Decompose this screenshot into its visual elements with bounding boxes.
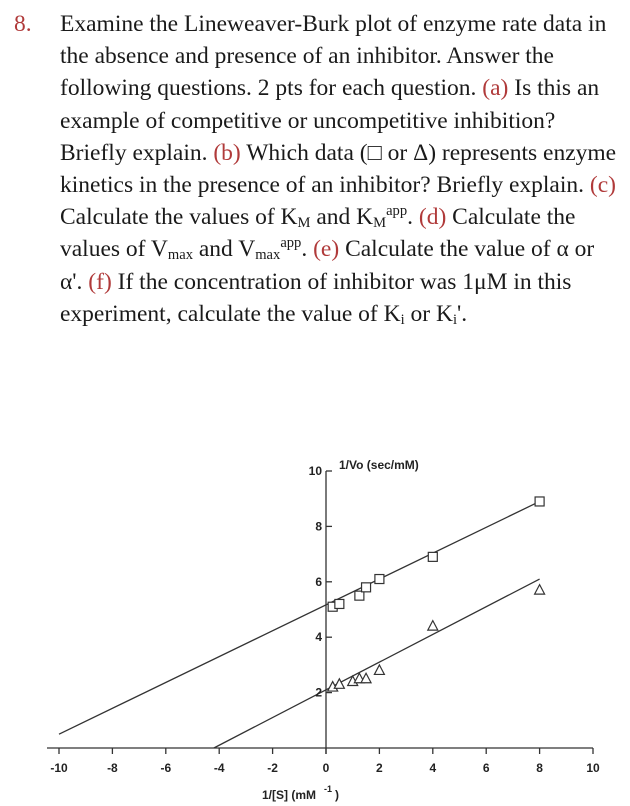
x-tick-label: -2 <box>267 761 278 775</box>
x-tick-label: -4 <box>213 761 225 775</box>
data-point-square <box>535 497 544 506</box>
y-tick-label: 2 <box>315 685 322 700</box>
fit-line-square <box>59 501 540 734</box>
x-axis-title-close: ) <box>335 788 340 802</box>
vmaxapp-superscript: app <box>280 235 302 252</box>
fit-lines <box>59 501 540 748</box>
lineweaver-burk-plot <box>0 440 630 806</box>
data-point-triangle <box>535 585 545 595</box>
km-subscript: M <box>297 215 311 232</box>
x-tick-label: 8 <box>536 761 543 775</box>
data-point-square <box>355 591 364 600</box>
x-tick-label: -6 <box>160 761 172 775</box>
part-a-label: (a) <box>482 75 509 102</box>
x-tick-label: 2 <box>376 761 383 775</box>
x-axis-title <box>262 784 339 802</box>
question-body <box>60 8 620 330</box>
part-e-text: Calculate the value of α or α'. <box>60 236 595 295</box>
part-a-text: Is this an example of competitive or uncompetitive inhibition? Briefly explain. <box>60 75 600 166</box>
y-tick-label: 8 <box>315 519 322 534</box>
data-point-triangle <box>428 621 438 631</box>
part-f-end: '. <box>456 300 468 327</box>
axes <box>47 464 600 775</box>
data-point-triangle <box>334 679 344 689</box>
ki2-subscript: i <box>452 311 457 328</box>
part-d-text-2: and V <box>193 236 256 263</box>
kmapp-superscript: app <box>386 203 408 220</box>
question-intro: Examine the Lineweaver-Burk plot of enzyme rate data in the absence and presence of an inhibitor. Answer the following questions. 2 pts for each question. <box>60 11 607 102</box>
kmapp-subscript: M <box>373 215 387 232</box>
part-d-text: Calculate the values of V <box>60 204 576 263</box>
x-tick-label: 6 <box>482 761 490 775</box>
x-tick-label: 0 <box>322 761 330 775</box>
data-point-square <box>375 575 384 584</box>
data-point-triangle <box>374 665 384 675</box>
data-point-square <box>335 599 344 608</box>
part-e-label: (e) <box>313 236 340 263</box>
part-c-end: . <box>407 204 419 231</box>
fit-line-triangle <box>214 579 540 748</box>
x-tick-label: 4 <box>429 761 437 775</box>
data-point-square <box>362 583 371 592</box>
x-tick-label: -10 <box>50 761 68 775</box>
part-b-text: Which data (□ or Δ) represents enzyme kinetics in the presence of an inhibitor? Briefly explain. <box>60 139 617 199</box>
vmax-subscript: max <box>167 247 193 264</box>
part-c-text-2: and K <box>310 204 374 231</box>
part-f-label: (f) <box>88 268 112 295</box>
x-axis-title-exponent: -1 <box>324 784 333 794</box>
part-d-end: . <box>301 236 314 263</box>
part-f-text: If the concentration of inhibitor was 1μM in this experiment, calculate the value of K <box>60 268 572 327</box>
part-d-label: (d) <box>418 204 447 231</box>
part-c-label: (c) <box>589 172 616 199</box>
data-point-square <box>428 552 437 561</box>
x-tick-label: -8 <box>107 761 118 775</box>
y-tick-label: 4 <box>315 630 322 645</box>
question-text <box>14 8 620 330</box>
y-tick-label: 6 <box>315 574 322 589</box>
question-number: 8. <box>14 11 32 37</box>
part-f-text-2: or K <box>404 300 453 327</box>
y-axis-title: 1/Vo (sec/mM) <box>339 458 419 472</box>
x-axis-title-main: 1/[S] (mM <box>262 788 316 802</box>
y-tick-label: 10 <box>308 464 322 478</box>
part-b-label: (b) <box>213 139 241 166</box>
ki-subscript: i <box>400 311 405 328</box>
x-tick-label: 10 <box>586 761 600 775</box>
vmaxapp-subscript: max <box>255 247 281 264</box>
part-c-text: Calculate the values of K <box>60 204 298 231</box>
